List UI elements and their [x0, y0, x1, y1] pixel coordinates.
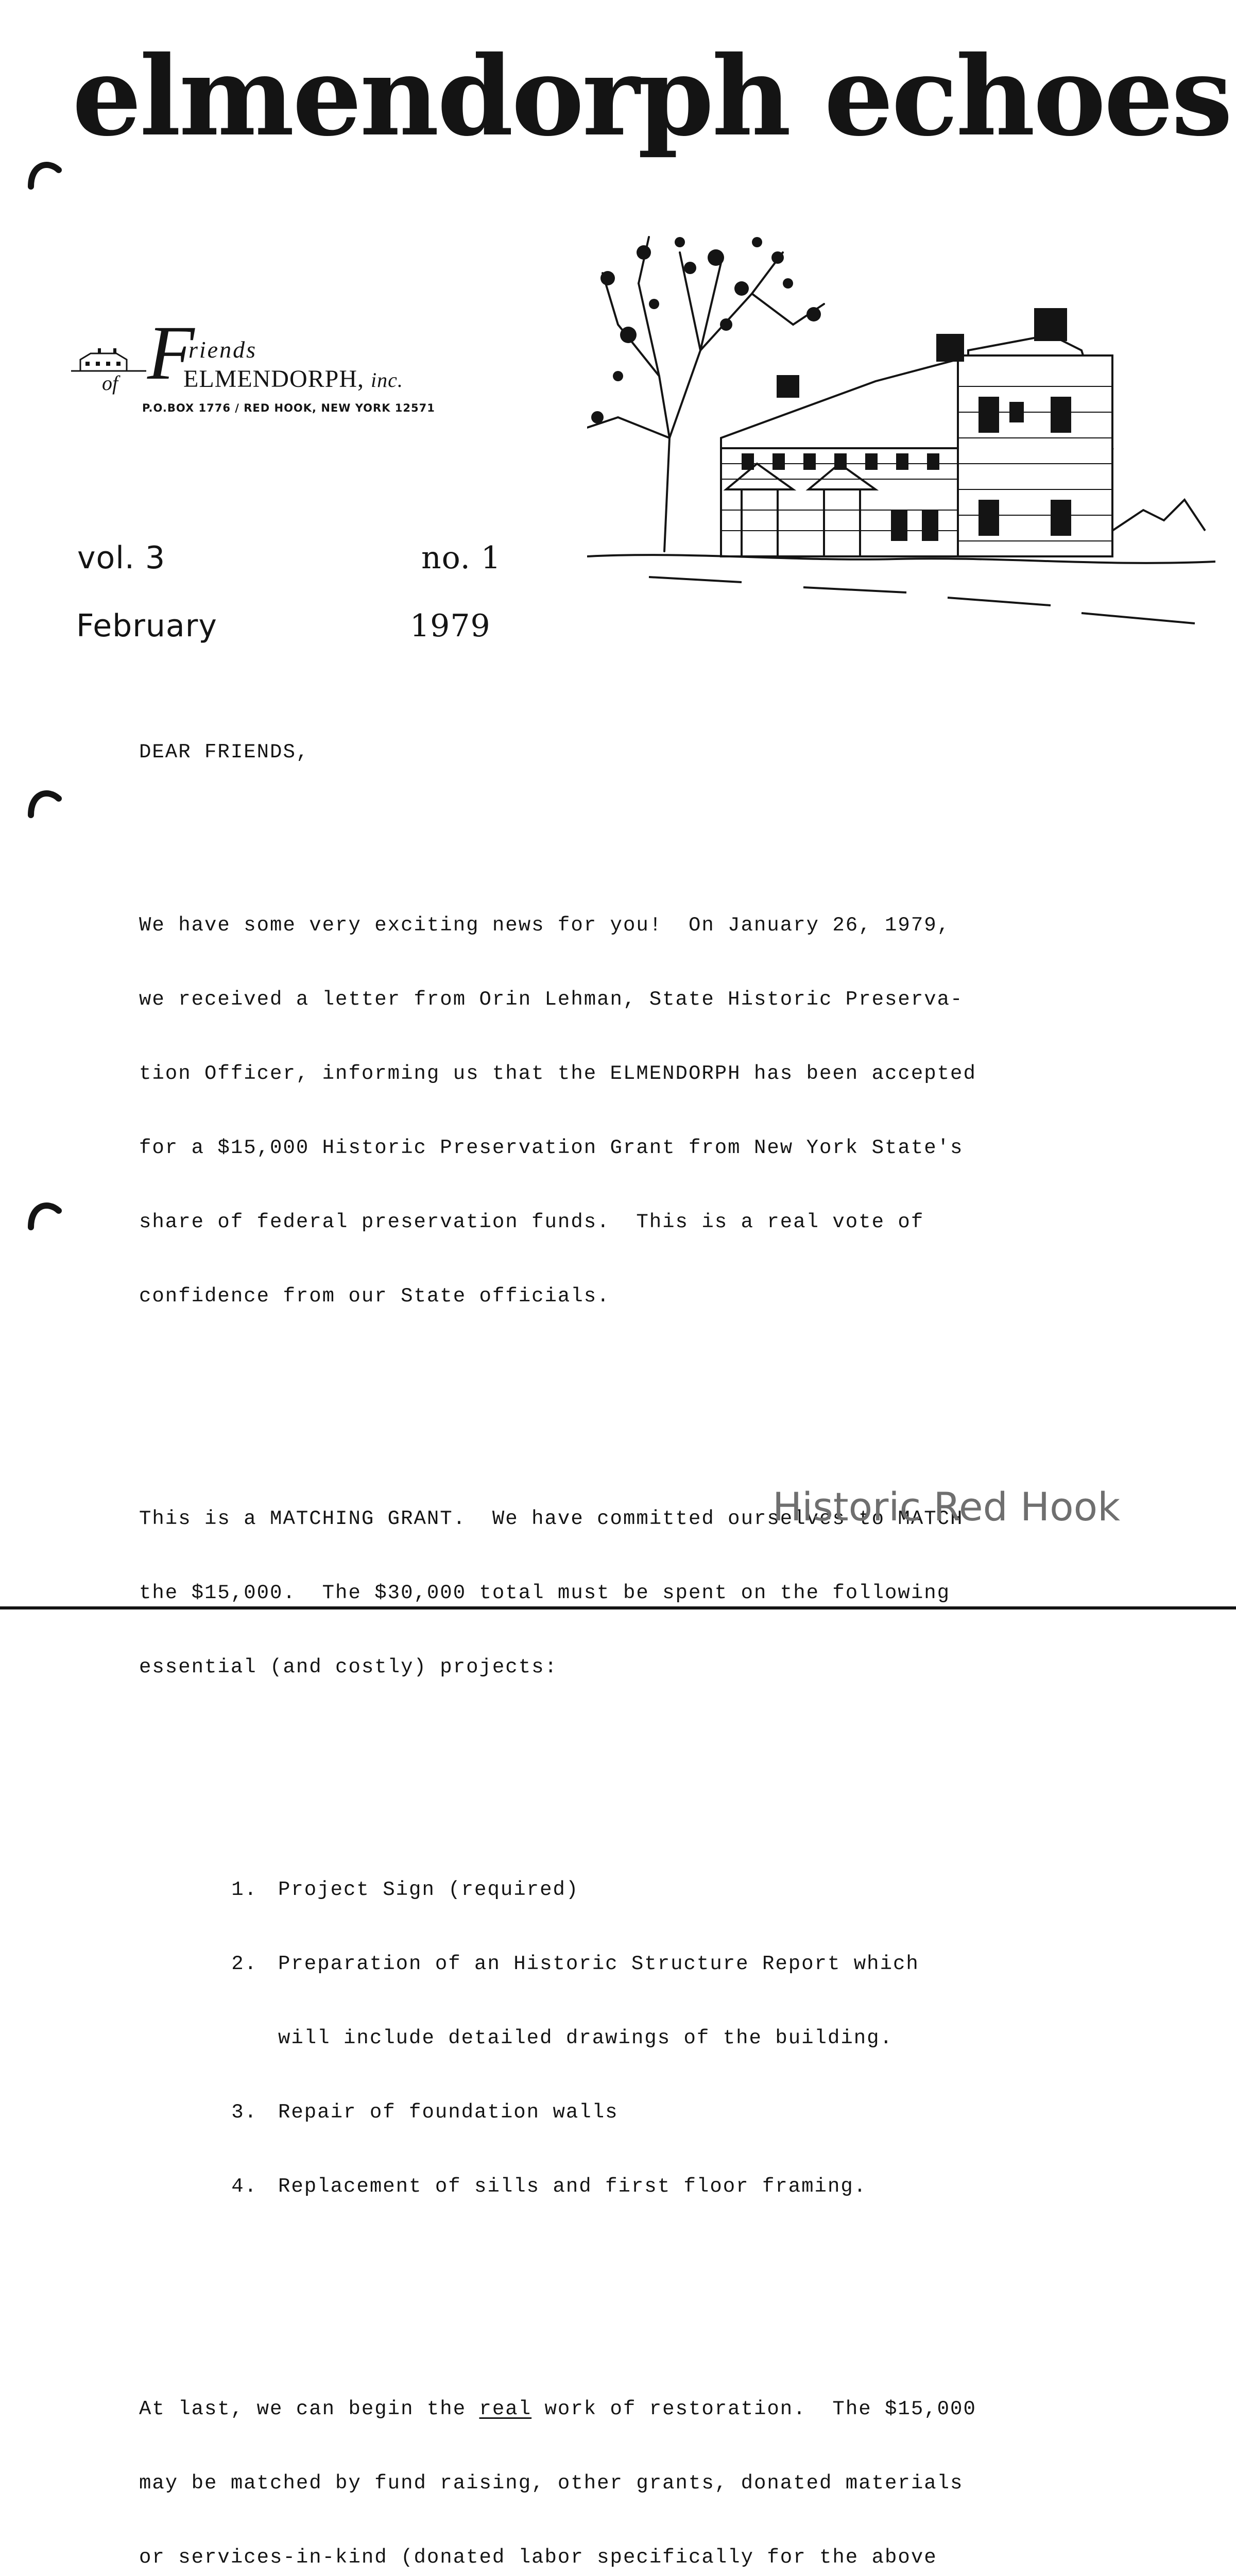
letter-salutation: DEAR FRIENDS,: [139, 741, 310, 764]
issue-year: 1979: [410, 608, 491, 644]
binder-hole-mark: [27, 155, 64, 192]
binder-hole-mark: [27, 1195, 64, 1232]
letter-body: [139, 690, 1118, 2576]
logo-initial-f: F: [147, 310, 195, 396]
list-item: 3. Repair of foundation walls: [231, 2101, 619, 2124]
issue-volume: vol. 3: [77, 540, 166, 576]
paragraph-grant-news: We have some very exciting news for you! On January 26, 1979, we received a letter from Orin Lehman, State Historic Preserva- tion Officer, informing us that the ELMENDORPH has been accepted for a $15,000 Historic Preservation Grant from New York State's share of federal preservation funds. This is a real vote of confidence from our State officials.: [139, 914, 976, 1308]
masthead-title: [72, 32, 1231, 161]
issue-month: February: [76, 608, 217, 644]
binder-hole-mark: [27, 783, 64, 820]
paragraph-matching-grant: This is a MATCHING GRANT. We have committed ourselves to MATCH the $15,000. The $30,000 total must be spent on the following essential (and costly) projects:: [139, 1507, 964, 1679]
logo-of-text: of: [102, 371, 118, 395]
elmendorph-house-illustration: [587, 222, 1215, 629]
logo-name: ELMENDORPH, inc.: [183, 365, 403, 393]
masthead-word-1: elmendorph: [72, 32, 789, 160]
logo-friends-text: riends: [188, 336, 257, 363]
project-list: [139, 1828, 1118, 2248]
paragraph-restoration: At last, we can begin the real work of restoration. The $15,000 may be matched by fund raising, other grants, donated materials or services-in-kind (donated labor specifically for the above: [139, 2398, 976, 2569]
page-bottom-rule: [0, 1606, 1236, 1609]
friends-of-elmendorph-logo: [70, 309, 513, 422]
watermark-text: Historic Red Hook: [772, 1484, 1121, 1530]
masthead-word-2: echoes: [824, 32, 1231, 160]
list-item: 4. Replacement of sills and first floor framing.: [231, 2175, 867, 2198]
list-item-continuation: will include detailed drawings of the building.: [278, 2027, 893, 2049]
list-item: 2. Preparation of an Historic Structure Report which: [231, 1953, 919, 1975]
logo-address: P.O.BOX 1776 / RED HOOK, NEW YORK 12571: [142, 402, 435, 414]
list-item: 1. Project Sign (required): [231, 1878, 579, 1901]
issue-number: no. 1: [421, 540, 502, 576]
